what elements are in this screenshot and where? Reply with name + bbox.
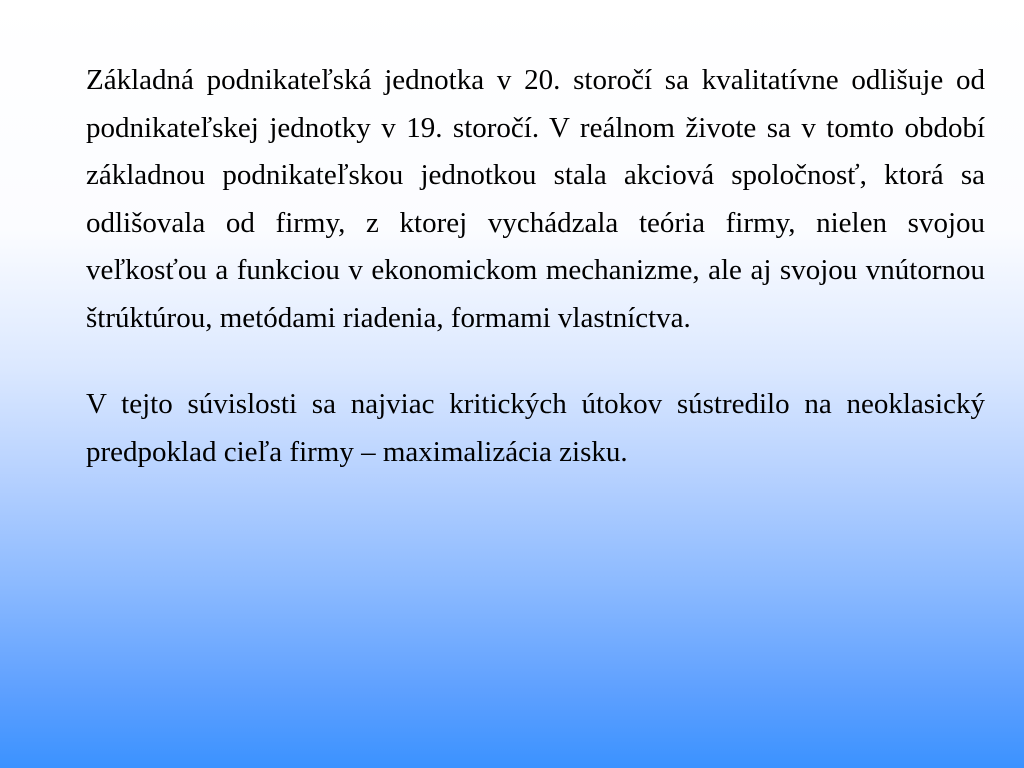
paragraph-business-unit: Základná podnikateľská jednotka v 20. storočí sa kvalitatívne odlišuje od podnikateľskej jednotky v 19. storočí. V reálnom živote sa v tomto období základnou podnikateľskou jednotkou stala akciová spoločnosť, ktorá sa odlišovala od firmy, z ktorej vychádzala teória firmy, nielen svojou veľkosťou a funkciou v ekonomickom mechanizme, ale aj svojou vnútornou štrúktúrou, metódami riadenia, formami vlastníctva.	[86, 64, 985, 334]
paragraph-criticism: V tejto súvislosti sa najviac kritických útokov sústredilo na neoklasický predpoklad cieľa firmy – maximalizácia zisku.	[86, 388, 985, 468]
slide-body	[86, 57, 985, 476]
